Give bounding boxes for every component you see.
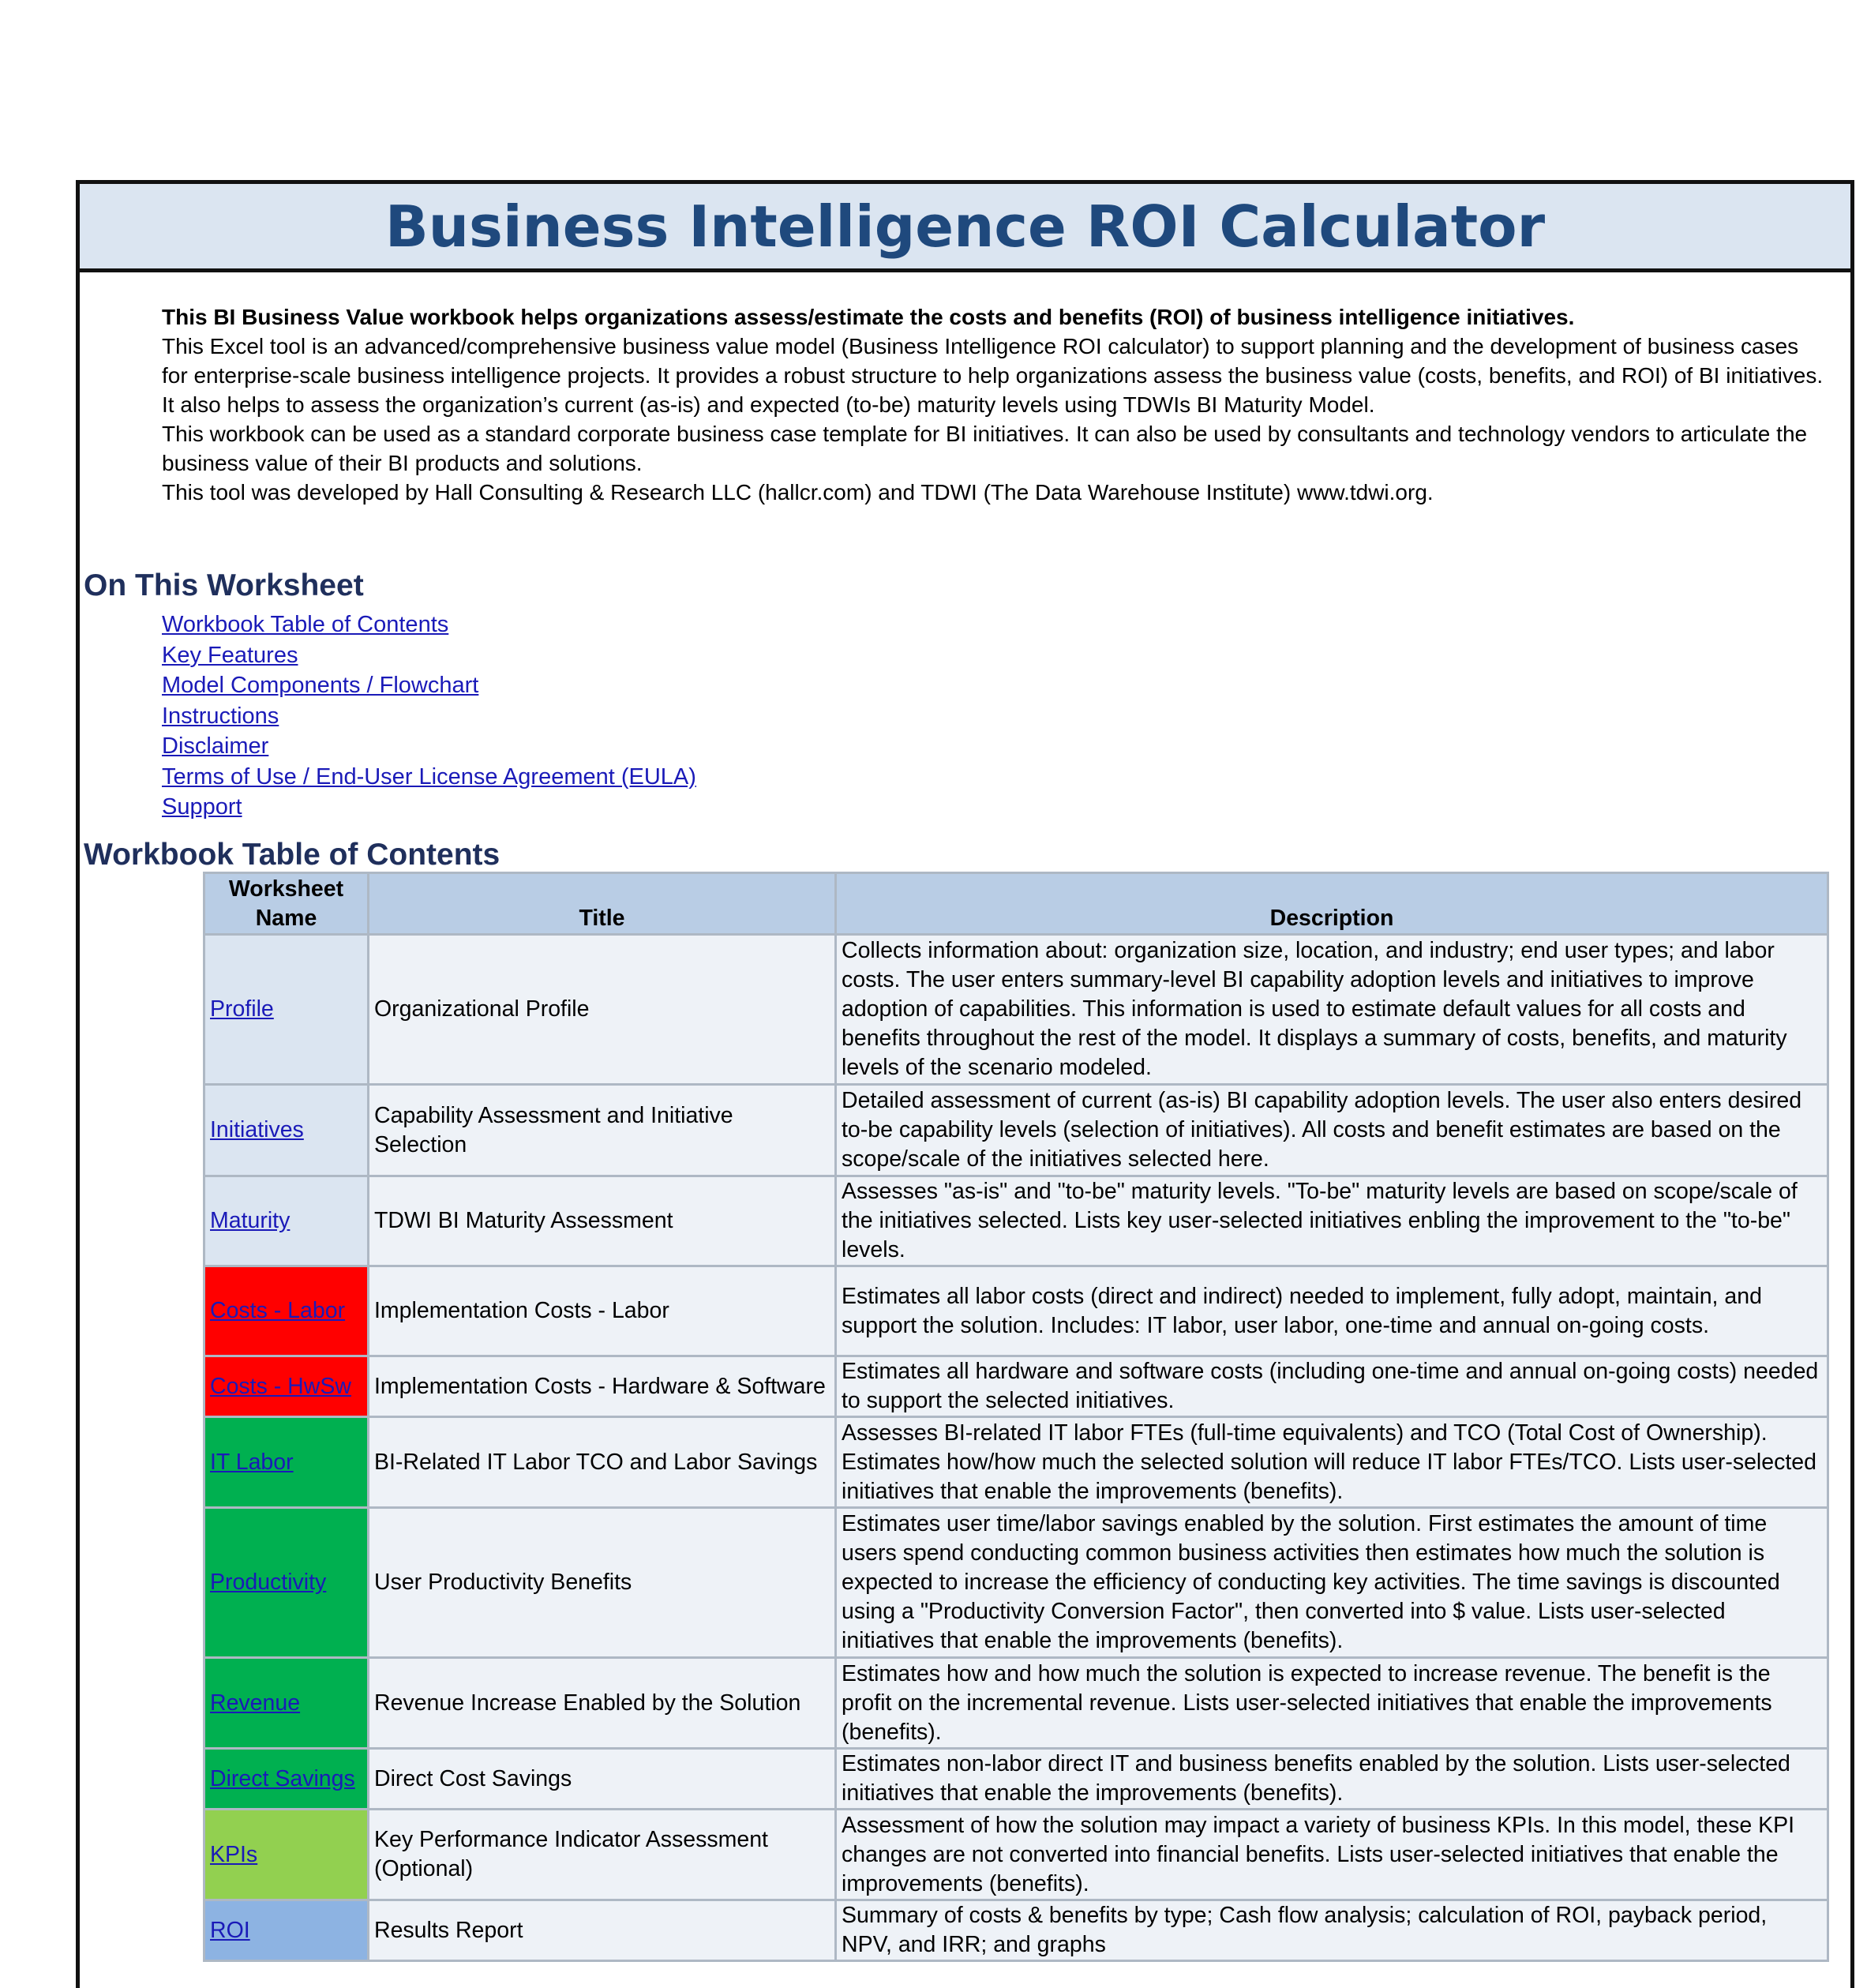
table-row [204,1749,1828,1810]
worksheet-name-cell [204,935,369,1085]
link-costs-hwsw[interactable]: Costs - HwSw [210,1373,351,1399]
link-roi[interactable]: ROI [210,1917,250,1943]
worksheet-name-cell [204,1356,369,1417]
link-productivity[interactable]: Productivity [210,1570,327,1595]
link-key-features[interactable]: Key Features [162,642,298,668]
link-it-labor[interactable]: IT Labor [210,1449,294,1475]
worksheet-name-cell [204,1749,369,1810]
list-item [162,792,696,823]
worksheet-name-cell [204,1417,369,1508]
intro-paragraph: This tool was developed by Hall Consulting & Research LLC (hallcr.com) and TDWI (The Data Warehouse Institute) www.tdwi.org. [162,480,1434,505]
link-disclaimer[interactable]: Disclaimer [162,733,269,759]
list-item [162,701,696,732]
intro-paragraph: This Excel tool is an advanced/comprehensive business value model (Business Intelligence ROI calculator) to support planning and the development of business cases for enterprise-scale business intelligence projects. It provides a robust structure to help organizations assess the business value (costs, benefits, and ROI) of BI initiatives. It also helps to assess the organization’s current (as-is) and expected (to-be) maturity levels using TDWIs BI Maturity Model. [162,334,1824,417]
list-item [162,731,696,762]
link-direct-savings[interactable]: Direct Savings [210,1765,355,1791]
description-cell: Assesses "as-is" and "to-be" maturity levels. "To-be" maturity levels are based on scope/scale of the initiatives selected. Lists key user-selected initiatives enbling the improvement to the "to-be" levels. [836,1176,1828,1266]
title-cell: Key Performance Indicator Assessment (Optional) [369,1810,836,1900]
table-row [204,935,1828,1085]
title-cell: Revenue Increase Enabled by the Solution [369,1658,836,1749]
title-cell: Organizational Profile [369,935,836,1085]
table-row [204,1176,1828,1266]
description-cell: Estimates how and how much the solution is expected to increase revenue. The benefit is the profit on the incremental revenue. Lists user-selected initiatives that enable the improvements (benefits). [836,1658,1828,1749]
link-initiatives[interactable]: Initiatives [210,1117,304,1142]
link-eula[interactable]: Terms of Use / End-User License Agreement (EULA) [162,763,696,790]
table-row [204,1266,1828,1356]
toc-table [203,872,1829,1962]
title-cell: BI-Related IT Labor TCO and Labor Savings [369,1417,836,1508]
link-instructions[interactable]: Instructions [162,703,279,729]
intro-lead: This BI Business Value workbook helps organizations assess/estimate the costs and benefits (ROI) of business intelligence initiatives. [162,305,1575,329]
description-cell: Detailed assessment of current (as-is) BI capability adoption levels. The user also enters desired to-be capability levels (selection of initiatives). All costs and benefit estimates are based on the scope/scale of the initiatives selected here. [836,1085,1828,1176]
table-row [204,1508,1828,1658]
description-cell: Summary of costs & benefits by type; Cash flow analysis; calculation of ROI, payback period, NPV, and IRR; and graphs [836,1900,1828,1961]
title-cell: Results Report [369,1900,836,1961]
header-title: Title [369,873,836,935]
list-item [162,762,696,793]
table-row [204,1900,1828,1961]
header-description: Description [836,873,1828,935]
link-table-of-contents[interactable]: Workbook Table of Contents [162,612,449,637]
worksheet-name-cell [204,1085,369,1176]
link-profile[interactable]: Profile [210,996,274,1022]
worksheet-name-cell [204,1176,369,1266]
description-cell: Assessment of how the solution may impact a variety of business KPIs. In this model, these KPI changes are not converted into financial benefits. Lists user-selected initiatives that enable the improvements (benefits). [836,1810,1828,1900]
title-bar [80,184,1850,272]
worksheet-heading: On This Worksheet [84,568,364,602]
table-row [204,1085,1828,1176]
link-support[interactable]: Support [162,794,242,820]
title-cell: Capability Assessment and Initiative Selection [369,1085,836,1176]
header-worksheet-name: Worksheet Name [204,873,369,935]
worksheet-links [162,610,696,823]
description-cell: Estimates user time/labor savings enabled by the solution. First estimates the amount of time users spend conducting common business activities then estimates how much the solution is expected to increase the efficiency of conducting key activities. The time savings is discounted using a "Productivity Conversion Factor", then converted into $ value. Lists user-selected initiatives that enable the improvements (benefits). [836,1508,1828,1658]
link-revenue[interactable]: Revenue [210,1690,301,1716]
list-item [162,640,696,671]
worksheet-name-cell [204,1266,369,1356]
toc-heading: Workbook Table of Contents [84,838,500,872]
link-kpis[interactable]: KPIs [210,1841,258,1867]
description-cell: Collects information about: organization size, location, and industry; end user types; and labor costs. The user enters summary-level BI capability adoption levels and initiatives to improve adoption of capabilities. This information is used to estimate default values for all costs and benefits throughout the rest of the model. It displays a summary of costs, benefits, and maturity levels of the scenario modeled. [836,935,1828,1085]
worksheet-name-cell [204,1658,369,1749]
title-cell: Implementation Costs - Hardware & Software [369,1356,836,1417]
link-model-components[interactable]: Model Components / Flowchart [162,673,479,698]
worksheet-name-cell [204,1810,369,1900]
table-row [204,1658,1828,1749]
table-row [204,1356,1828,1417]
title-cell: Implementation Costs - Labor [369,1266,836,1356]
description-cell: Estimates non-labor direct IT and business benefits enabled by the solution. Lists user-selected initiatives that enable the improvements (benefits). [836,1749,1828,1810]
list-item [162,670,696,701]
description-cell: Estimates all hardware and software costs (including one-time and annual on-going costs) needed to support the selected initiatives. [836,1356,1828,1417]
intro-text [162,302,1828,507]
table-row [204,1417,1828,1508]
worksheet-name-cell [204,1900,369,1961]
intro-paragraph: This workbook can be used as a standard corporate business case template for BI initiatives. It can also be used by consultants and technology vendors to articulate the business value of their BI products and solutions. [162,422,1808,475]
title-cell: Direct Cost Savings [369,1749,836,1810]
worksheet-name-cell [204,1508,369,1658]
link-costs-labor[interactable]: Costs - Labor [210,1298,346,1323]
title-cell: TDWI BI Maturity Assessment [369,1176,836,1266]
table-row [204,1810,1828,1900]
toc-header-row [204,873,1828,935]
page-title: Business Intelligence ROI Calculator [384,193,1546,260]
list-item [162,610,696,640]
link-maturity[interactable]: Maturity [210,1208,291,1233]
title-cell: User Productivity Benefits [369,1508,836,1658]
description-cell: Estimates all labor costs (direct and indirect) needed to implement, fully adopt, maintain, and support the solution. Includes: IT labor, user labor, one-time and annual on-going costs. [836,1266,1828,1356]
description-cell: Assesses BI-related IT labor FTEs (full-time equivalents) and TCO (Total Cost of Ownership). Estimates how/how much the selected solution will reduce IT labor FTEs/TCO. Lists user-selected initiatives that enable the improvements (benefits). [836,1417,1828,1508]
